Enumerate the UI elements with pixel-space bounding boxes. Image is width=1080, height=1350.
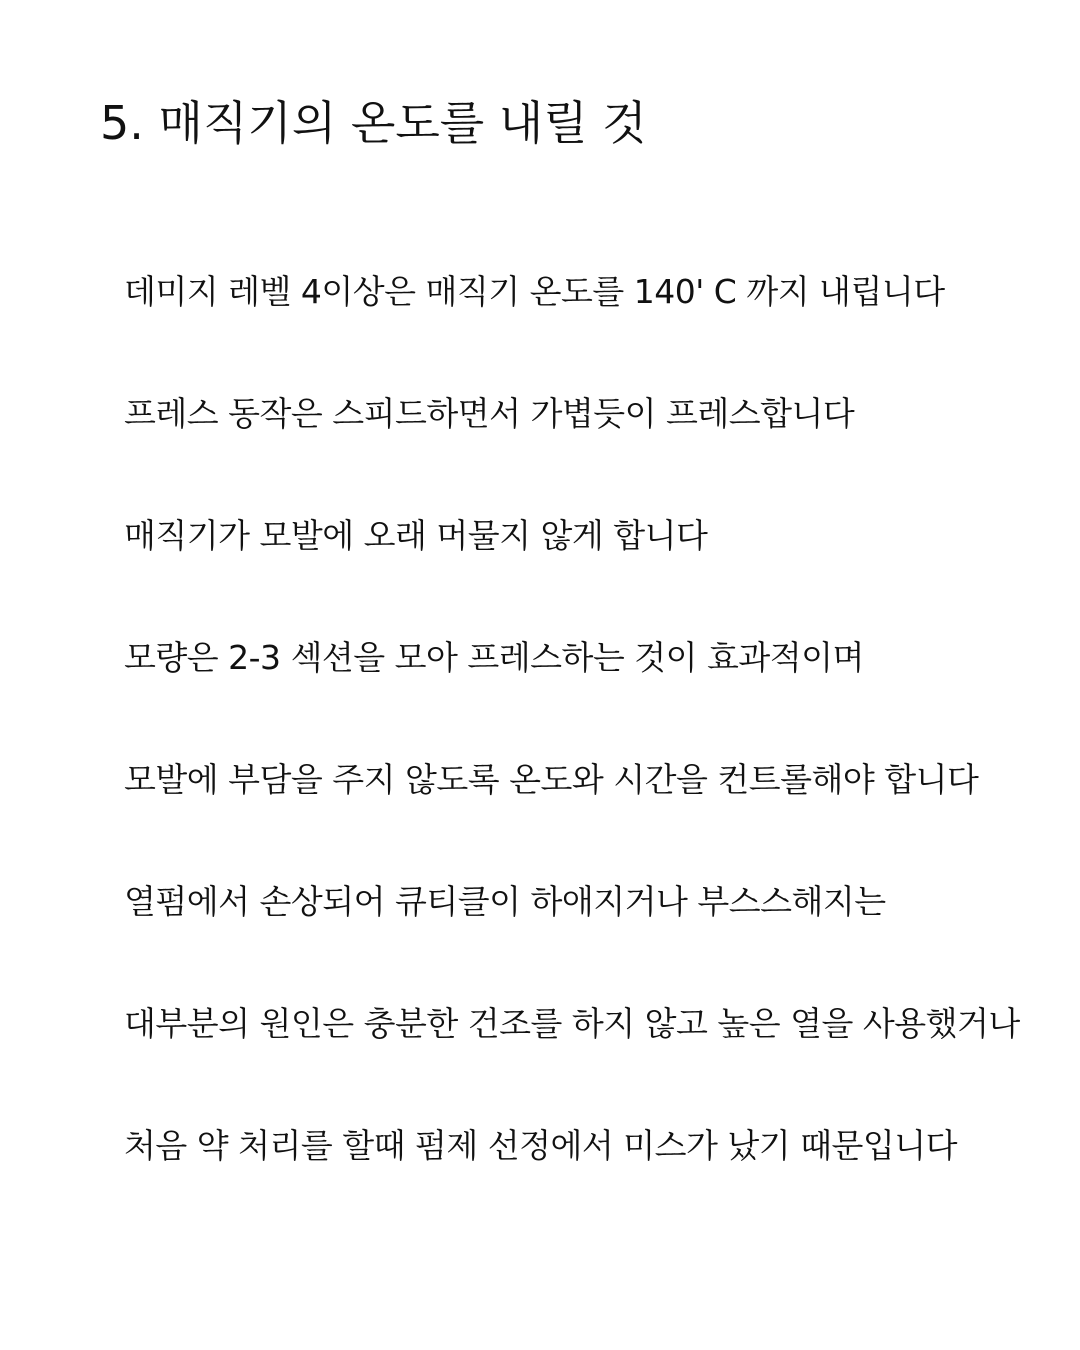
- text-line: 열펌에서 손상되어 큐티클이 하애지거나 부스스해지는: [124, 882, 886, 921]
- text-line: 대부분의 원인은 충분한 건조를 하지 않고 높은 열을 사용했거나: [124, 1004, 1020, 1043]
- text-line: 모발에 부담을 주지 않도록 온도와 시간을 컨트롤해야 합니다: [124, 760, 979, 799]
- text-line: 데미지 레벨 4이상은 매직기 온도를 140' C 까지 내립니다: [124, 272, 945, 311]
- body-text: [124, 266, 1064, 1242]
- text-line: 프레스 동작은 스피드하면서 가볍듯이 프레스합니다: [124, 394, 855, 433]
- page-title: 5. 매직기의 온도를 내릴 것: [100, 96, 647, 150]
- text-line: 매직기가 모발에 오래 머물지 않게 합니다: [124, 516, 708, 555]
- text-line: 모량은 2-3 섹션을 모아 프레스하는 것이 효과적이며: [124, 638, 864, 677]
- text-line: 처음 약 처리를 할때 펌제 선정에서 미스가 났기 때문입니다: [124, 1126, 957, 1165]
